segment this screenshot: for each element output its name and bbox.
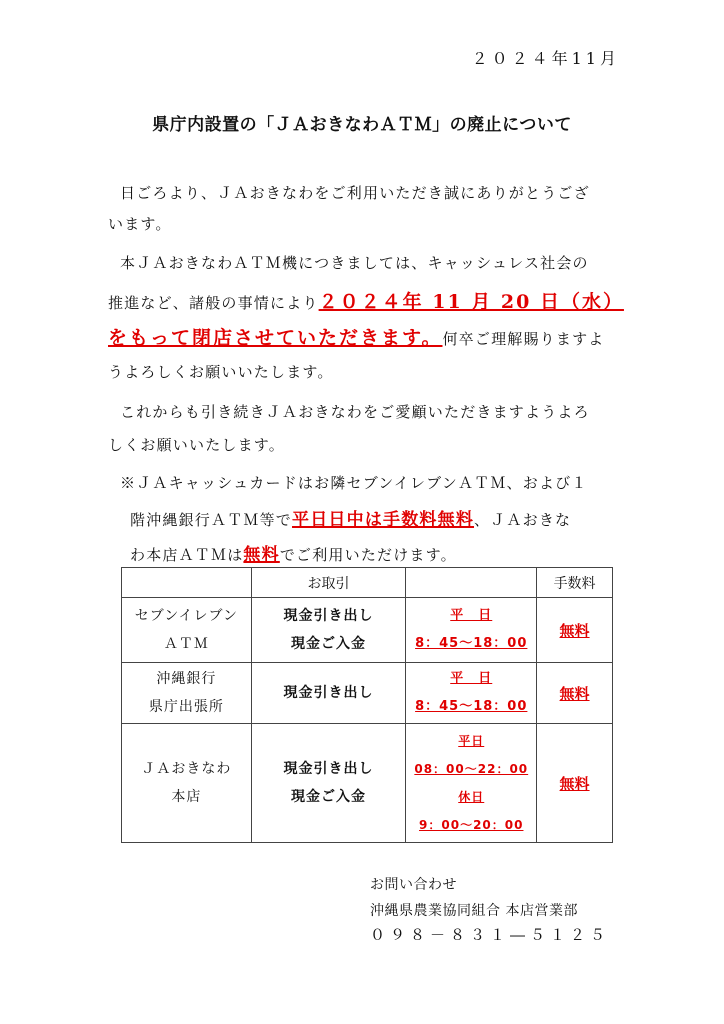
hours-value: 8：45〜18：00 bbox=[415, 699, 528, 714]
body-line bbox=[108, 323, 605, 350]
hours-value: 8：45〜18：00 bbox=[415, 636, 528, 651]
note-line bbox=[130, 540, 457, 565]
body-text: でご利用いただけます。 bbox=[279, 546, 457, 564]
body-text: 何卒ご理解賜りますよ bbox=[442, 330, 605, 348]
contact-phone: ０９８－８３１―５１２５ bbox=[370, 926, 611, 944]
fee-value: 無料 bbox=[559, 621, 590, 640]
hours-cell bbox=[406, 598, 537, 663]
table-header-cell bbox=[406, 568, 537, 598]
table-header-cell bbox=[122, 568, 252, 598]
table-header-cell: 手数料 bbox=[537, 568, 613, 598]
place-name: 沖縄銀行 bbox=[156, 671, 217, 687]
table-row bbox=[122, 598, 613, 663]
transaction-cell bbox=[251, 598, 406, 663]
notice-date: ２０２４年11月 bbox=[471, 49, 620, 68]
place-name: ＡＴＭ bbox=[163, 636, 209, 652]
place-cell bbox=[122, 724, 252, 843]
closing-statement: をもって閉店させていただきます。 bbox=[108, 327, 443, 349]
transaction-cell bbox=[251, 724, 406, 843]
body-text: わ本店ＡＴＭは bbox=[130, 546, 244, 564]
fee-value: 無料 bbox=[559, 684, 590, 703]
transaction-type: 現金ご入金 bbox=[291, 636, 367, 652]
atm-fee-table bbox=[121, 567, 613, 843]
place-name: 県庁出張所 bbox=[148, 699, 224, 715]
body-text: 階沖縄銀行ＡＴＭ等で bbox=[130, 511, 293, 529]
place-cell bbox=[122, 598, 252, 663]
body-line: うよろしくお願いいたします。 bbox=[108, 363, 334, 381]
fee-cell bbox=[537, 598, 613, 663]
fee-value: 無料 bbox=[559, 774, 590, 793]
contact-label: お問い合わせ bbox=[370, 877, 457, 893]
transaction-type: 現金引き出し bbox=[283, 761, 374, 777]
hours-label: 休日 bbox=[458, 790, 485, 804]
place-name: セブンイレブン bbox=[134, 608, 238, 624]
body-text: 推進など、諸般の事情により bbox=[108, 294, 319, 312]
transaction-type: 現金引き出し bbox=[283, 608, 374, 624]
fee-cell bbox=[537, 663, 613, 724]
transaction-cell bbox=[251, 663, 406, 724]
body-line: います。 bbox=[108, 215, 172, 233]
body-line bbox=[108, 287, 624, 314]
free-weekday-highlight: 平日日中は手数料無料 bbox=[292, 510, 475, 530]
body-line: しくお願いいたします。 bbox=[108, 436, 286, 454]
note-line: ※ＪＡキャッシュカードはお隣セブンイレブンＡＴＭ、および１ bbox=[120, 474, 588, 492]
transaction-type: 現金引き出し bbox=[283, 685, 374, 701]
place-name: ＪＡおきなわ bbox=[141, 761, 232, 777]
hours-cell bbox=[406, 663, 537, 724]
closing-date: ２０２４年 11 月 20 日（水） bbox=[318, 291, 624, 313]
free-highlight: 無料 bbox=[243, 545, 280, 565]
hours-label: 平 日 bbox=[450, 671, 493, 686]
fee-cell bbox=[537, 724, 613, 843]
hours-label: 平 日 bbox=[450, 608, 493, 623]
place-cell bbox=[122, 663, 252, 724]
notice-title: 県庁内設置の「ＪＡおきなわＡＴＭ」の廃止について bbox=[152, 115, 572, 135]
body-line: これからも引き続きＪＡおきなわをご愛顧いただきますようよろ bbox=[120, 403, 590, 421]
table-header-row bbox=[122, 568, 613, 598]
table-row bbox=[122, 663, 613, 724]
body-text: 、ＪＡおきな bbox=[474, 511, 572, 529]
hours-value: 9：00〜20：00 bbox=[419, 818, 524, 832]
body-line: 日ごろより、ＪＡおきなわをご利用いただき誠にありがとうござ bbox=[120, 184, 590, 202]
note-line bbox=[130, 505, 571, 530]
place-name: 本店 bbox=[171, 789, 202, 805]
hours-label: 平日 bbox=[458, 734, 485, 748]
table-header-cell: お取引 bbox=[251, 568, 406, 598]
hours-value: 08：00〜22：00 bbox=[414, 762, 529, 776]
contact-org: 沖縄県農業協同組合 本店営業部 bbox=[370, 903, 578, 919]
hours-cell bbox=[406, 724, 537, 843]
body-line: 本ＪＡおきなわＡＴＭ機につきましては、キャッシュレス社会の bbox=[120, 254, 589, 272]
table-row bbox=[122, 724, 613, 843]
transaction-type: 現金ご入金 bbox=[291, 789, 367, 805]
